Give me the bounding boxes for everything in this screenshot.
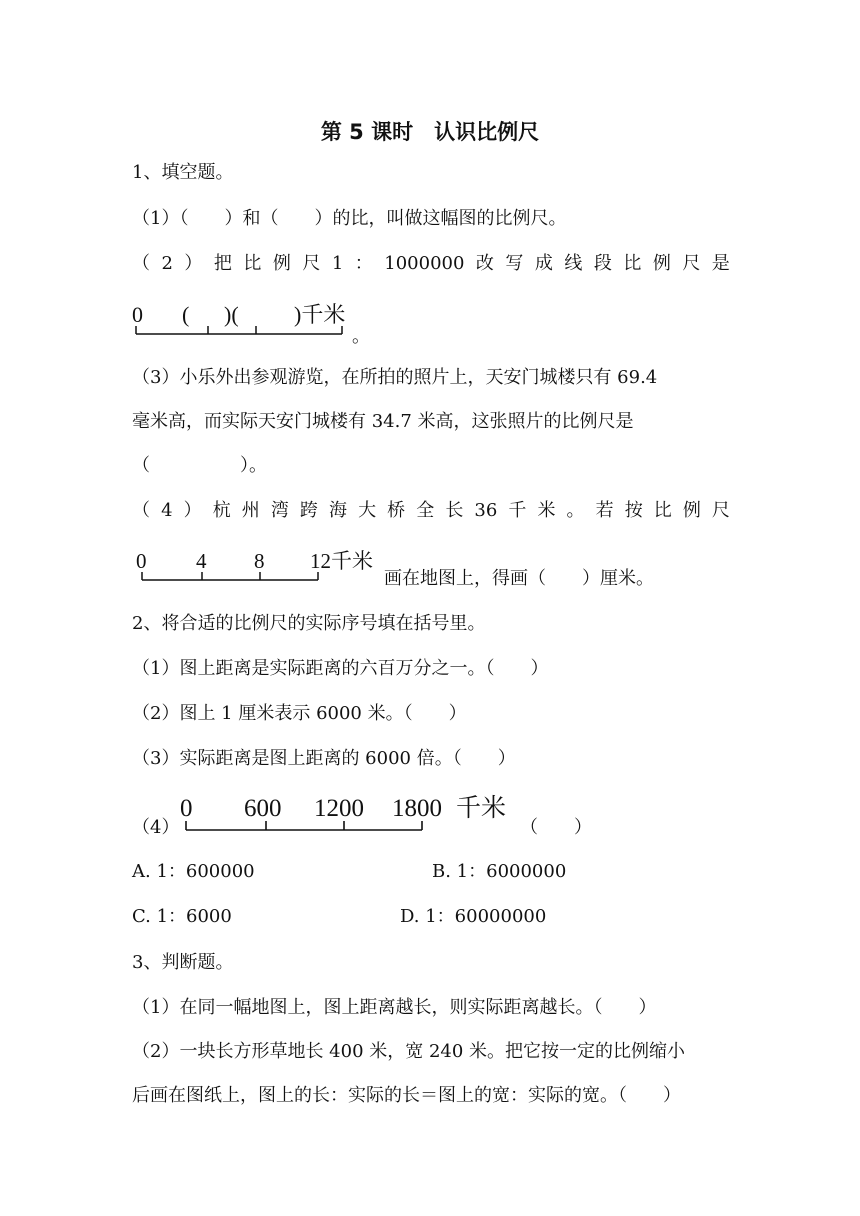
scale-bar-2-4 [180,788,520,836]
justified-char: 千 [508,500,527,521]
justified-char: 是 [711,253,730,274]
justified-char: 跨 [299,500,318,521]
justified-char: 36 [474,500,498,521]
question-1-3-line-2: 毫米高，而实际天安门城楼有 34.7 米高，这张照片的比例尺是 [132,411,634,432]
justified-char: （ [132,253,150,274]
question-2-1: （1）图上距离是实际距离的六百万分之一。（ ） [132,658,549,679]
justified-char: ） [184,253,203,274]
scale-label: 0 [132,302,143,327]
justified-char: 写 [505,253,524,274]
justified-char: 桥 [387,500,406,521]
scale-bar-1-4 [132,544,392,590]
option-c: C. 1：6000 [132,906,232,927]
scale-bar-1-2 [132,298,362,344]
question-2-4-blank: （ ） [520,817,592,838]
justified-char: 大 [358,500,377,521]
question-1-3-line-1: （3）小乐外出参观游览，在所拍的照片上，天安门城楼只有 69.4 [132,367,658,388]
justified-char: 改 [475,253,494,274]
justified-char: 线 [564,253,583,274]
justified-char: 尺 [682,253,701,274]
scale-label: 8 [254,549,265,573]
justified-char: 比 [243,253,262,274]
justified-char: 若 [595,500,614,521]
justified-char: 例 [272,253,291,274]
justified-char: 比 [653,500,672,521]
justified-char: 全 [416,500,435,521]
question-2-4-label: （4） [132,817,180,838]
scale-label: 千米 [456,795,507,822]
justified-char: 湾 [270,500,289,521]
justified-char: 按 [624,500,643,521]
question-1-4-tail: 画在地图上，得画（ ）厘米。 [384,568,654,589]
justified-char: （ [132,500,150,521]
scale-label: 0 [136,549,147,573]
scale-label: 0 [180,795,193,822]
justified-char: 尺 [302,253,321,274]
justified-char: 例 [682,500,701,521]
question-1-1: （1）（ ）和（ ）的比，叫做这幅图的比例尺。 [132,208,567,229]
scale-label: 1800 [392,795,442,822]
justified-char: 1000000 [384,253,465,274]
justified-char: 成 [534,253,553,274]
question-1-2 [132,253,730,275]
scale-label: )( [224,302,239,327]
justified-char: 比 [623,253,642,274]
question-1-3-line-3: （ ）。 [132,455,267,476]
scale-label: 4 [196,549,207,573]
justified-char: 2 [161,253,173,274]
justified-char: 杭 [212,500,231,521]
option-a: A. 1：600000 [132,861,255,882]
justified-char: 例 [652,253,671,274]
option-b: B. 1：6000000 [432,861,567,882]
section-1-heading: 1、填空题。 [132,162,234,183]
justified-char: ： [354,253,373,274]
justified-char: ） [183,500,202,521]
scale-label: )千米 [294,302,346,327]
question-3-1: （1）在同一幅地图上，图上距离越长，则实际距离越长。（ ） [132,997,657,1018]
scale-label: 600 [244,795,282,822]
justified-char: 段 [593,253,612,274]
justified-char: 4 [161,500,173,521]
justified-char: 尺 [711,500,730,521]
scale-label: 12千米 [310,549,373,573]
question-3-2-line-2: 后画在图纸上，图上的长：实际的长＝图上的宽：实际的宽。（ ） [132,1085,681,1106]
justified-char: 1 [331,253,344,274]
section-2-heading: 2、将合适的比例尺的实际序号填在括号里。 [132,613,486,634]
question-1-2-end: 。 [352,326,370,347]
justified-char: 米 [537,500,556,521]
option-d: D. 1：60000000 [400,906,547,927]
section-3-heading: 3、判断题。 [132,952,234,973]
justified-char: 州 [241,500,260,521]
justified-char: 海 [329,500,347,521]
question-2-3: （3）实际距离是图上距离的 6000 倍。（ ） [132,748,516,769]
page-title: 第 5 课时 认识比例尺 [320,120,540,144]
question-2-2: （2）图上 1 厘米表示 6000 米。（ ） [132,703,467,724]
question-3-2-line-1: （2）一块长方形草地长 400 米，宽 240 米。把它按一定的比例缩小 [132,1041,686,1062]
scale-label: 1200 [314,795,364,822]
justified-char: 长 [445,500,464,521]
justified-char: 把 [213,253,232,274]
question-1-4 [132,500,730,522]
justified-char: 。 [566,500,585,521]
scale-label: ( [182,302,190,327]
